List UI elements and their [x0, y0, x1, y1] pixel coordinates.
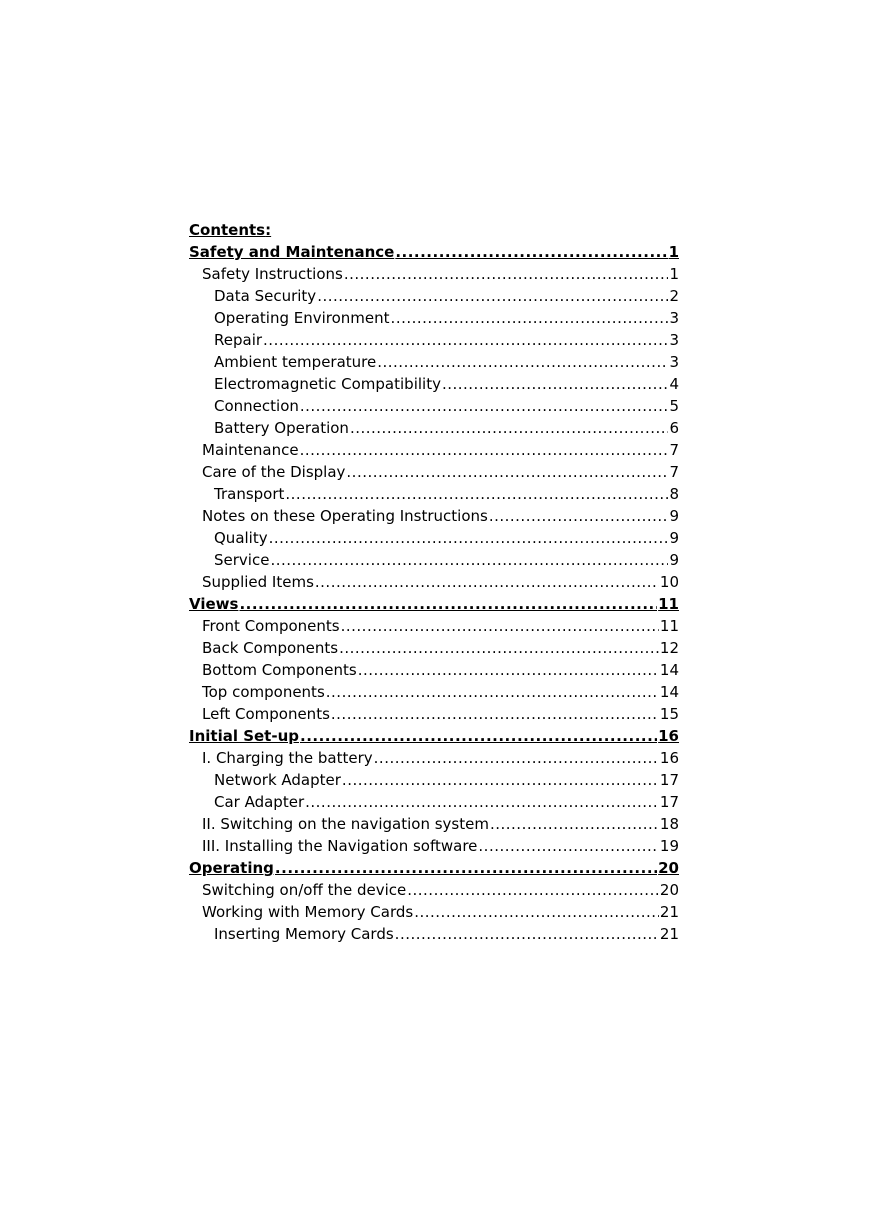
toc-dot-leader: [489, 505, 669, 527]
toc-entry-page-number: 12: [659, 639, 679, 657]
toc-entry[interactable]: [189, 615, 679, 637]
toc-entry-page-number: 17: [659, 771, 679, 789]
toc-entry[interactable]: [189, 703, 679, 725]
toc-entry-page-number: 11: [658, 595, 679, 613]
toc-entry-title: Notes on these Operating Instructions: [202, 507, 488, 525]
toc-entry-title: Quality: [214, 529, 268, 547]
toc-dot-leader: [317, 285, 668, 307]
toc-dot-leader: [391, 307, 669, 329]
toc-entry-title: Maintenance: [202, 441, 299, 459]
toc-dot-leader: [344, 263, 669, 285]
toc-entry-page-number: 18: [659, 815, 679, 833]
toc-entry[interactable]: [189, 351, 679, 373]
toc-entry-title: Repair: [214, 331, 263, 349]
toc-entry-title: Connection: [214, 397, 299, 415]
toc-entry-page-number: 6: [669, 419, 679, 437]
contents-heading-text: Contents: [189, 221, 266, 239]
toc-entry[interactable]: [189, 505, 679, 527]
toc-dot-leader: [342, 769, 659, 791]
toc-dot-leader: [315, 571, 659, 593]
toc-entry[interactable]: [189, 549, 679, 571]
toc-entry-title: Car Adapter: [214, 793, 305, 811]
toc-dot-leader: [275, 857, 657, 879]
toc-entry-title: Initial Set-up: [189, 727, 299, 745]
toc-entry-page-number: 16: [658, 727, 679, 745]
toc-entry[interactable]: [189, 813, 679, 835]
toc-entry-page-number: 7: [669, 463, 679, 481]
toc-entry-title: Data Security: [214, 287, 317, 305]
toc-entry-page-number: 1: [669, 265, 679, 283]
toc-entry-page-number: 11: [659, 617, 679, 635]
toc-entry[interactable]: [189, 681, 679, 703]
toc-entry-title: I. Charging the battery: [202, 749, 373, 767]
toc-dot-leader: [358, 659, 659, 681]
toc-entry[interactable]: [189, 747, 679, 769]
toc-entry[interactable]: [189, 527, 679, 549]
toc-entry[interactable]: [189, 483, 679, 505]
toc-entry-page-number: 17: [659, 793, 679, 811]
toc-entry[interactable]: [189, 571, 679, 593]
contents-heading-colon: :: [265, 221, 272, 239]
toc-entry-title: Working with Memory Cards: [202, 903, 414, 921]
toc-entry[interactable]: [189, 659, 679, 681]
toc-dot-leader: [346, 461, 668, 483]
toc-section-entry[interactable]: [189, 857, 679, 879]
toc-entry-title: Network Adapter: [214, 771, 341, 789]
toc-dot-leader: [395, 923, 659, 945]
toc-entry-page-number: 8: [669, 485, 679, 503]
toc-entry-page-number: 10: [659, 573, 679, 591]
toc-entry-title: Safety Instructions: [202, 265, 343, 283]
toc-entry-title: Safety and Maintenance: [189, 243, 395, 261]
toc-dot-leader: [374, 747, 659, 769]
toc-section-entry[interactable]: [189, 725, 679, 747]
table-of-contents: [189, 219, 679, 945]
toc-dot-leader: [395, 241, 667, 263]
toc-entry-page-number: 20: [659, 881, 679, 899]
toc-dot-leader: [270, 549, 668, 571]
toc-dot-leader: [269, 527, 669, 549]
toc-entry-title: Care of the Display: [202, 463, 346, 481]
toc-entry-page-number: 1: [668, 243, 679, 261]
toc-entry-page-number: 5: [669, 397, 679, 415]
toc-entry-title: Transport: [214, 485, 285, 503]
toc-entry-title: Left Components: [202, 705, 330, 723]
toc-entry-title: Bottom Components: [202, 661, 357, 679]
toc-entry-title: Front Components: [202, 617, 340, 635]
toc-dot-leader: [300, 439, 669, 461]
toc-dot-leader: [339, 637, 659, 659]
toc-entry-page-number: 20: [658, 859, 679, 877]
toc-entry-page-number: 9: [669, 529, 679, 547]
toc-entry[interactable]: [189, 835, 679, 857]
toc-entry-title: Ambient temperature: [214, 353, 377, 371]
toc-dot-leader: [341, 615, 659, 637]
toc-entry[interactable]: [189, 395, 679, 417]
toc-entry-page-number: 19: [659, 837, 679, 855]
toc-dot-leader: [300, 395, 669, 417]
toc-entry-page-number: 9: [669, 507, 679, 525]
toc-entry-page-number: 4: [669, 375, 679, 393]
toc-entry[interactable]: [189, 923, 679, 945]
toc-entry[interactable]: [189, 879, 679, 901]
contents-heading: [189, 219, 679, 241]
toc-entry[interactable]: [189, 263, 679, 285]
toc-entry-page-number: 14: [659, 661, 679, 679]
toc-entry-title: II. Switching on the navigation system: [202, 815, 489, 833]
toc-entry-page-number: 21: [659, 925, 679, 943]
toc-entry-title: Operating: [189, 859, 274, 877]
toc-dot-leader: [239, 593, 657, 615]
toc-entry-title: Inserting Memory Cards: [214, 925, 394, 943]
toc-entry-title: III. Installing the Navigation software: [202, 837, 478, 855]
toc-entry-title: Top components: [202, 683, 325, 701]
toc-dot-leader: [350, 417, 669, 439]
toc-entry-page-number: 21: [659, 903, 679, 921]
toc-dot-leader: [478, 835, 659, 857]
toc-entry[interactable]: [189, 769, 679, 791]
toc-entry-title: Supplied Items: [202, 573, 314, 591]
toc-dot-leader: [414, 901, 659, 923]
toc-entry[interactable]: [189, 461, 679, 483]
toc-entry[interactable]: [189, 637, 679, 659]
toc-dot-leader: [490, 813, 659, 835]
toc-entry-title: Battery Operation: [214, 419, 349, 437]
toc-entry[interactable]: [189, 307, 679, 329]
toc-entry-page-number: 9: [669, 551, 679, 569]
toc-entry-title: Back Components: [202, 639, 339, 657]
toc-entry-page-number: 15: [659, 705, 679, 723]
toc-entry[interactable]: [189, 791, 679, 813]
toc-dot-leader: [300, 725, 657, 747]
toc-entry-page-number: 16: [659, 749, 679, 767]
toc-section-entry[interactable]: [189, 593, 679, 615]
toc-dot-leader: [305, 791, 659, 813]
toc-entry-page-number: 3: [669, 331, 679, 349]
toc-entry[interactable]: [189, 329, 679, 351]
toc-entry-page-number: 2: [669, 287, 679, 305]
toc-entry-page-number: 14: [659, 683, 679, 701]
toc-entry[interactable]: [189, 901, 679, 923]
toc-dot-leader: [326, 681, 659, 703]
toc-entry[interactable]: [189, 285, 679, 307]
toc-entry-page-number: 7: [669, 441, 679, 459]
toc-entry-title: Electromagnetic Compatibility: [214, 375, 441, 393]
toc-dot-leader: [377, 351, 668, 373]
toc-entry-title: Operating Environment: [214, 309, 390, 327]
toc-entry-title: Switching on/off the device: [202, 881, 407, 899]
toc-dot-leader: [263, 329, 668, 351]
toc-entry-page-number: 3: [669, 309, 679, 327]
toc-entry-title: Views: [189, 595, 239, 613]
toc-dot-leader: [285, 483, 668, 505]
toc-entry-page-number: 3: [669, 353, 679, 371]
toc-entry[interactable]: [189, 417, 679, 439]
toc-dot-leader: [331, 703, 659, 725]
toc-entry-list: [189, 241, 679, 945]
toc-entry[interactable]: [189, 439, 679, 461]
toc-entry-title: Service: [214, 551, 270, 569]
toc-section-entry[interactable]: [189, 241, 679, 263]
toc-entry[interactable]: [189, 373, 679, 395]
toc-dot-leader: [407, 879, 659, 901]
toc-dot-leader: [442, 373, 669, 395]
